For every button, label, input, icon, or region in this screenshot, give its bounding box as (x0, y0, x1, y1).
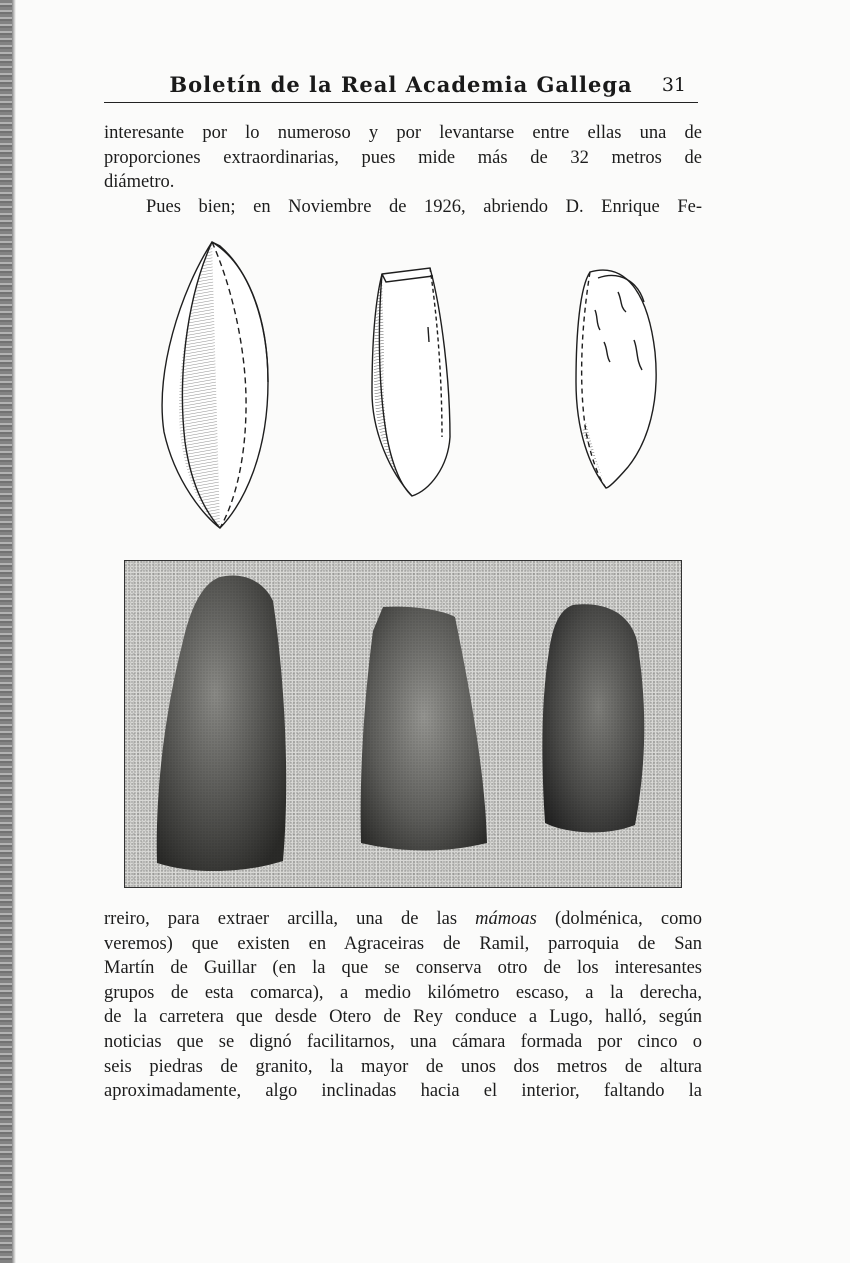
text-line: seis piedras de granito, la mayor de unos dos metros de altura (104, 1056, 702, 1077)
book-binding-edge (0, 0, 12, 1263)
text-line: noticias que se dignó facilitarnos, una cámara formada por cinco o (104, 1031, 702, 1052)
axes-photograph (124, 560, 682, 888)
text-line: interesante por lo numeroso y por levantarse entre ellas una de (104, 123, 702, 143)
text-fragment: rreiro, para extraer arcilla, una de las (104, 909, 476, 929)
axe-drawing-3 (576, 270, 656, 488)
page-number: 31 (661, 74, 686, 96)
text-line: Martín de Guillar (en la que se conserva otro de los interesantes (104, 958, 702, 979)
page-header (104, 70, 698, 103)
text-block-top (104, 121, 702, 219)
text-line: grupos de esta comarca), a medio kilómetro escaso, a la derecha, (104, 982, 702, 1003)
text-fragment: (dolménica, como (536, 909, 702, 929)
text-line: aproximadamente, algo inclinadas hacia el interior, faltando la (104, 1081, 702, 1102)
axe-drawing-2 (372, 268, 450, 496)
text-line: veremos) que existen en Agraceiras de Ramil, parroquia de San (104, 933, 702, 954)
text-block-bottom (104, 907, 702, 1104)
axe-drawings-figure (150, 232, 670, 532)
italic-term: mámoas (475, 909, 537, 929)
text-line: de la carretera que desde Otero de Rey conduce a Lugo, halló, según (104, 1007, 702, 1028)
axe-drawing-1 (162, 242, 268, 528)
text-line: Pues bien; en Noviembre de 1926, abriendo D. Enrique Fe- (146, 196, 702, 217)
running-title: Boletín de la Real Academia Gallega (169, 72, 633, 97)
text-line: proporciones extraordinarias, pues mide más de 32 metros de (104, 147, 702, 168)
binding-shadow (12, 0, 16, 1263)
text-line: diámetro. (104, 172, 175, 193)
text-line (104, 907, 702, 932)
